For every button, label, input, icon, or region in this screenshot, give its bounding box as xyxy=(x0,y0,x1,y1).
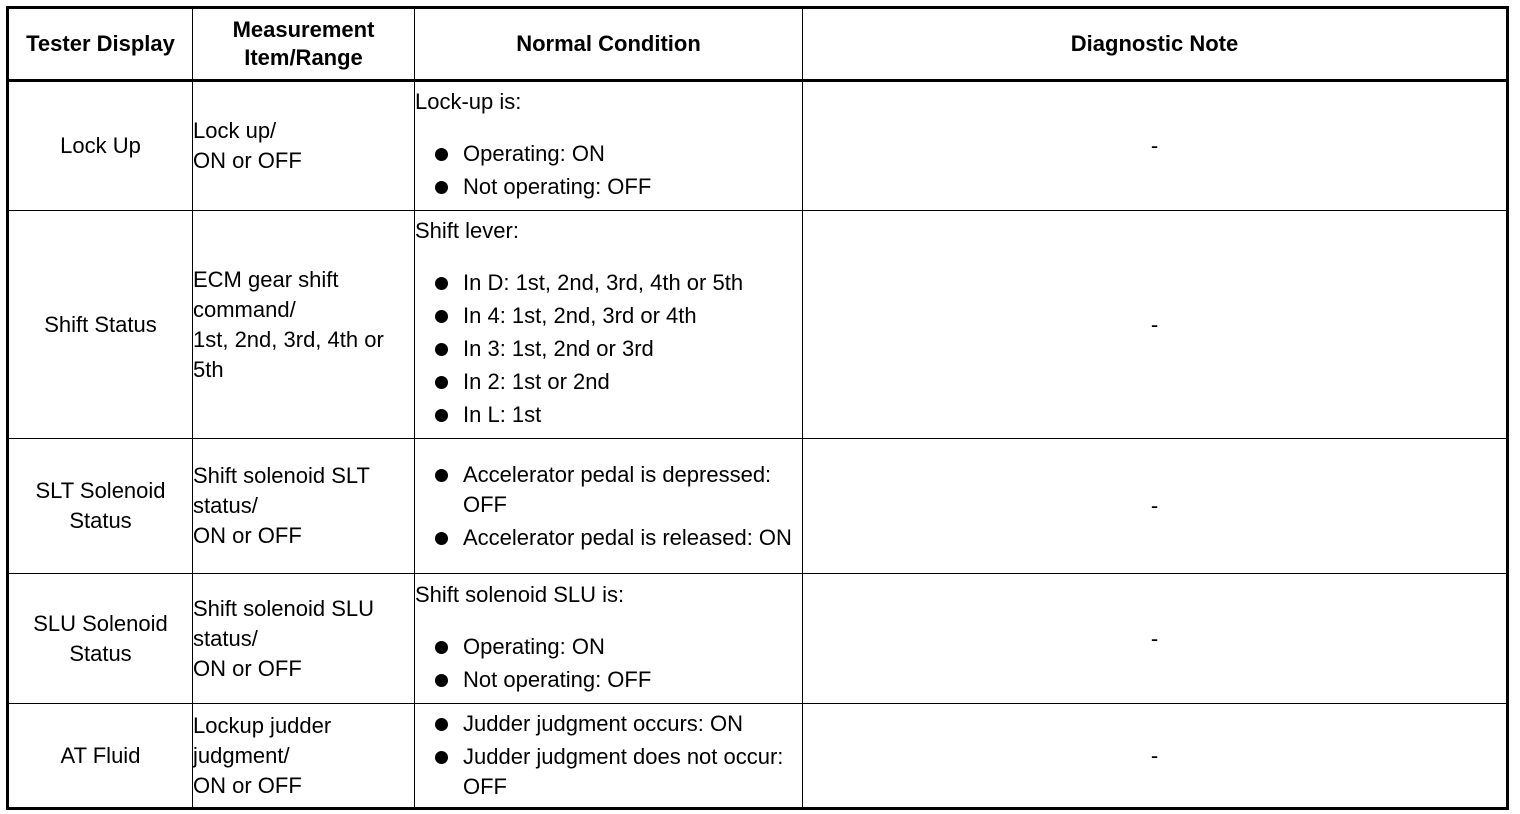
bullet-icon xyxy=(435,409,448,422)
normal-condition-intro: Shift solenoid SLU is: xyxy=(415,581,625,607)
bullet-icon xyxy=(435,674,448,687)
bullet-icon xyxy=(435,343,448,356)
tester-display-cell: SLU Solenoid Status xyxy=(8,574,193,704)
condition-list xyxy=(415,632,802,695)
normal-condition-cell xyxy=(415,81,803,211)
condition-item xyxy=(415,139,802,169)
condition-item xyxy=(415,301,802,331)
condition-text: Operating: ON xyxy=(463,633,605,659)
header-normal-condition: Normal Condition xyxy=(415,8,803,81)
condition-text: Judder judgment occurs: ON xyxy=(463,711,744,736)
diagnostic-note-cell: - xyxy=(803,704,1508,809)
condition-text: Operating: ON xyxy=(463,141,605,166)
measurement-cell: Shift solenoid SLU status/ ON or OFF xyxy=(193,574,415,704)
bullet-icon xyxy=(435,718,448,731)
condition-text: In 2: 1st or 2nd xyxy=(463,369,610,394)
normal-condition-cell xyxy=(415,439,803,574)
condition-text: Not operating: OFF xyxy=(463,174,652,199)
tester-display-cell: Shift Status xyxy=(8,211,193,439)
diagnostic-note-cell: - xyxy=(803,81,1508,211)
normal-condition-cell xyxy=(415,211,803,439)
bullet-icon xyxy=(435,181,448,194)
condition-list xyxy=(415,268,802,430)
bullet-icon xyxy=(435,376,448,389)
tester-display-cell: AT Fluid xyxy=(8,704,193,809)
diagnostic-data-table xyxy=(6,6,1509,810)
measurement-cell: Shift solenoid SLT status/ ON or OFF xyxy=(193,439,415,574)
condition-item xyxy=(415,709,802,739)
header-row xyxy=(8,8,1508,81)
condition-item xyxy=(415,742,802,802)
diagnostic-note-cell: - xyxy=(803,574,1508,704)
condition-list xyxy=(415,709,802,802)
diagnostic-note-cell: - xyxy=(803,211,1508,439)
bullet-icon xyxy=(435,641,448,654)
condition-text: Accelerator pedal is depressed: OFF xyxy=(463,461,772,517)
table-row xyxy=(8,574,1508,704)
measurement-cell: ECM gear shift command/ 1st, 2nd, 3rd, 4th or 5th xyxy=(193,211,415,439)
condition-item xyxy=(415,523,802,553)
measurement-cell: Lock up/ ON or OFF xyxy=(193,81,415,211)
condition-item xyxy=(415,334,802,364)
table-row xyxy=(8,81,1508,211)
normal-condition-cell xyxy=(415,574,803,704)
condition-item xyxy=(415,172,802,202)
tester-display-cell: SLT Solenoid Status xyxy=(8,439,193,574)
bullet-icon xyxy=(435,469,448,482)
condition-text: In L: 1st xyxy=(463,402,542,427)
normal-condition-cell xyxy=(415,704,803,809)
condition-text: In 4: 1st, 2nd, 3rd or 4th xyxy=(463,303,697,328)
condition-item xyxy=(415,268,802,298)
diagnostic-note-cell: - xyxy=(803,439,1508,574)
bullet-icon xyxy=(435,148,448,161)
condition-text: Judder judgment does not occur: OFF xyxy=(463,744,784,799)
bullet-icon xyxy=(435,277,448,290)
header-diagnostic-note: Diagnostic Note xyxy=(803,8,1508,81)
condition-item xyxy=(415,460,802,520)
condition-list xyxy=(415,460,802,553)
condition-list xyxy=(415,139,802,202)
normal-condition-intro: Lock-up is: xyxy=(415,89,522,114)
bullet-icon xyxy=(435,310,448,323)
bullet-icon xyxy=(435,751,448,764)
condition-item xyxy=(415,665,802,695)
condition-item xyxy=(415,632,802,662)
condition-text: In D: 1st, 2nd, 3rd, 4th or 5th xyxy=(463,270,744,295)
condition-item xyxy=(415,367,802,397)
measurement-cell: Lockup judder judgment/ ON or OFF xyxy=(193,704,415,809)
table-row xyxy=(8,211,1508,439)
normal-condition-intro: Shift lever: xyxy=(415,218,519,243)
condition-text: In 3: 1st, 2nd or 3rd xyxy=(463,336,654,361)
condition-text: Not operating: OFF xyxy=(463,666,652,692)
header-tester-display: Tester Display xyxy=(8,8,193,81)
header-measurement: Measurement Item/Range xyxy=(193,8,415,81)
tester-display-cell: Lock Up xyxy=(8,81,193,211)
condition-text: Accelerator pedal is released: ON xyxy=(463,524,792,550)
condition-item xyxy=(415,400,802,430)
table-row xyxy=(8,704,1508,809)
bullet-icon xyxy=(435,532,448,545)
table-row xyxy=(8,439,1508,574)
